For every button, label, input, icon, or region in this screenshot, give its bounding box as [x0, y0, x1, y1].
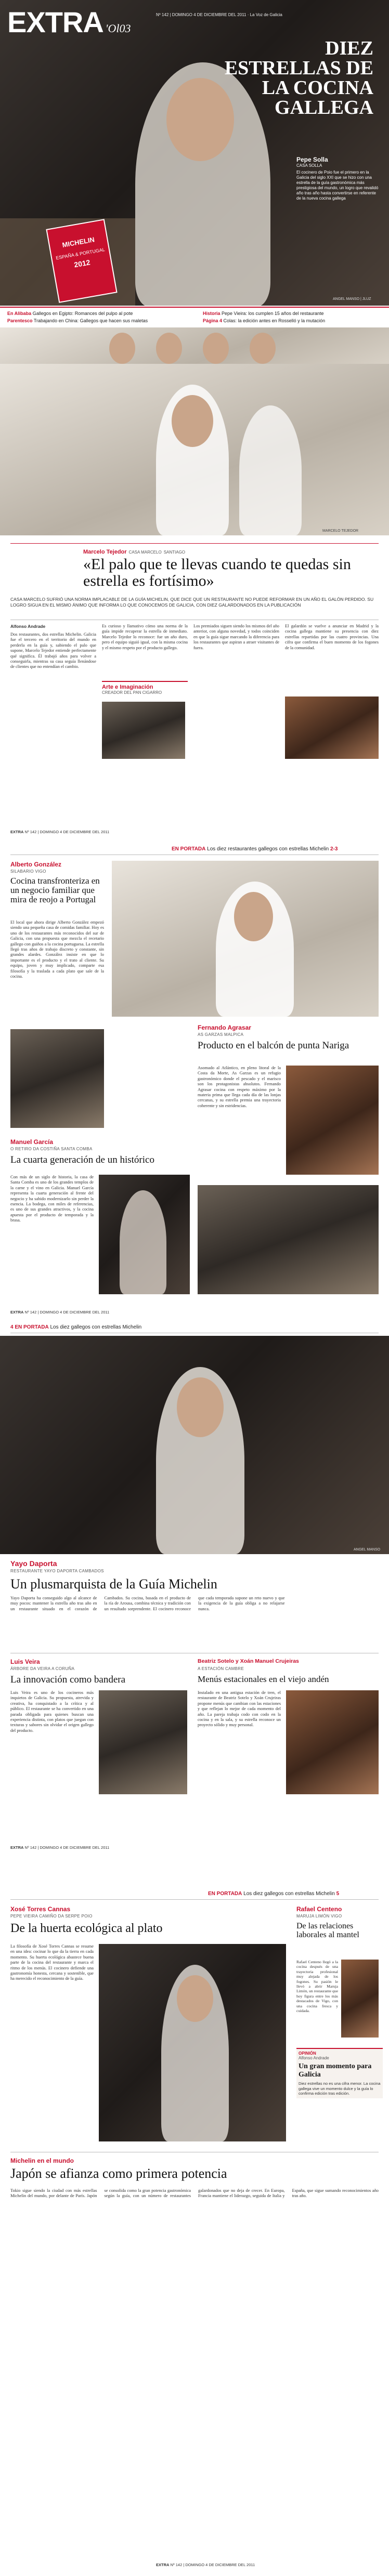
- centeno-place: MARUJA LIMÓN VIGO: [296, 1914, 342, 1918]
- sotelo-place: A ESTACIÓN CAMBRE: [198, 1666, 244, 1671]
- marcelo-deck: CASA MARCELO SUFRIÓ UNA NORMA IMPLACABLE DE LA GUÍA MICHELIN, QUE DICE QUE UN RESTAURANTE NO PUEDE REFORMAR EN UN AÑO EL GALÓN PERDIDO. SU LOGRO SIGUA EN EL MISMO ÁNIMO QUE INFORMA LO QUE CONOCEMOS DE GALICIA, CON DIEZ GALARDONADOS EN LA PUBLICACIÓN: [10, 597, 374, 608]
- centeno-photo: [341, 1960, 379, 2038]
- sotelo-headline: Menús estacionales en el viejo andén: [198, 1674, 329, 1684]
- veira-body: Luis Veira es uno de los cocineros más inquietos de Galicia. Su propuesta, atrevida y creativa, ha conquistado a la crítica y al público. El restaurante se ha convertido en una parada obligada para quienes buscan una experiencia distinta, con platos que juegan con texturas y sabores sin olvidar el origen gallego del producto.: [10, 1690, 94, 1733]
- body-col-3: Los premiados siguen siendo los mismos del año anterior, con alguna novedad, y todos coinciden en que la guía sigue marcando la diferencia para los restaurantes que aspiran a atraer visitantes de fuera.: [193, 624, 279, 650]
- cover-teasers-left: En Alibaba Gallegos en Egipto: Romances del pulpo al pote Parentesco Trabajando en China: Gallegos que hacen sus maletas: [7, 311, 148, 323]
- mid-body: Con más de un siglo de historia, la casa de Santa Comba es uno de los grandes templos de la carne y el vino en Galicia. Manuel García representa la cuarta generación al frente del negocio y ha sabido modernizarlo sin perder la esencia. La bodega, con miles de referencias, es uno de sus grandes atractivos, y la cocina apuesta por el producto de temporada y la brasa.: [10, 1175, 94, 1223]
- torres-headline: De la huerta ecológica al plato: [10, 1922, 163, 1935]
- mid-photo: [99, 1175, 190, 1294]
- page5-footer: EXTRA Nº 142 | DOMINGO 4 DE DICIEMBRE DEL 2011: [156, 2562, 255, 2567]
- right-photo: [286, 1066, 379, 1175]
- left-photo: [10, 1029, 104, 1128]
- daporta-place: RESTAURANTE YAYO DAPORTA CAMBADOS: [10, 1569, 104, 1573]
- left-chef-place: SILABARIO VIGO: [10, 869, 46, 874]
- page5-section-header: EN PORTADA Los diez gallegos con estrellas Michelin 5: [208, 1891, 340, 1897]
- veira-name: Luis Veira: [10, 1658, 40, 1665]
- page3-section-header: EN PORTADA Los diez restaurantes gallegos con estrellas Michelin 2-3: [172, 846, 338, 852]
- right-body: Asomado al Atlántico, en pleno litoral de la Costa da Morte, As Garzas es un refugio gastronómico donde el pescado y el marisco son los protagonistas absolutos. Fernando Agrasar cocina con respeto máximo por la materia prima que llega cada día de las lonjas cercanas, y su estrella premia una trayectoria coherente y sin estridencias.: [198, 1066, 281, 1108]
- centeno-name: Rafael Centeno: [296, 1905, 342, 1913]
- pan-cigarro-photo: [102, 702, 185, 759]
- centeno-body: Rafael Centeno llegó a la cocina después de una trayectoria profesional muy alejada de los fogones. Su pasión le llevó a abrir Maruja Limón, un restaurante que hoy figura entre los más destacados de Vigo, con una cocina fresca y cuidada.: [296, 1960, 338, 2014]
- cover-teasers-right: Historia Pepe Vieira: los cumplen 15 años del restaurante Página 4 Colas: la edición antes en Rosselló y la mutación: [203, 311, 326, 323]
- sotelo-name: Beatriz Sotelo y Xoán Manuel Crujeiras: [198, 1658, 299, 1664]
- page-daporta: 4 EN PORTADA Los diez gallegos con estrellas Michelin ANGEL MANSO Yayo Daporta RESTAURANTE YAYO DAPORTA CAMBADOS Un plusmarquista de la Guía Michelin Yayo Daporta ha conseguido algo al alcance de muy pocos: mantener la estrella año tras año en un restaurante situado en el corazón de Cambados. Su cocina, basada en el producto de la ría de Arousa, combina técnica y tradición con un resultado sorprendente. El cocinero reconoce que cada temporada supone un reto nuevo y que la exigencia de la guía obliga a no relajarse nunca. Luis Veira ÁRBORE DA VEIRA A CORUÑA La innovación como bandera Luis Veira es uno de los cocineros más inquietos de Galicia. Su propuesta, atrevida y creativa, ha conquistado a la crítica y al público. El restaurante se ha convertido en una parada obligada para quienes buscan una experiencia distinta, con platos que juegan con texturas y sabores sin olvidar el origen gallego del producto. Beatriz Sotelo y Xoán Manuel Crujeiras A ESTACIÓN CAMBRE Menús estacionales en el viejo andén Instalado en una antigua estación de tren, el restaurante de Beatriz Sotelo y Xoán Crujeiras propone menús que cambian con las estaciones y que reflejan lo mejor de cada momento del año. La pareja trabaja codo con codo en la cocina y en la sala, y su estrella reconoce un proyecto sólido y muy personal. EXTRA Nº 142 | DOMINGO 4 DE DICIEMBRE DEL 2011: [0, 1320, 389, 1866]
- cover-sidebar: Pepe Solla CASA SOLLA El cocinero de Poio fue el primero en la Galicia del siglo XXI que se hizo con una estrella de la guía gastronómica más prestigiosa del mundo, un logro que revalidó año tras año hasta convertirse en referente de la nueva cocina gallega: [296, 156, 379, 201]
- dish-photo: [285, 696, 379, 759]
- left-headline: Cocina transfronteriza en un negocio familiar que mira de reojo a Portugal: [10, 876, 100, 904]
- mid-headline: La cuarta generación de un histórico: [10, 1154, 154, 1165]
- world-body: Tokio sigue siendo la ciudad con más estrellas Michelin del mundo, por delante de París. Japón se consolida como la gran potencia gastronómica según la guía, con un número de restaurantes galardonados que no deja de crecer. En Europa, Francia mantiene el liderazgo, seguida de Italia y España, que sigue sumando reconocimientos año tras año.: [10, 2188, 379, 2199]
- marcelo-byline: Marcelo Tejedor CASA MARCELO SANTIAGO: [83, 549, 186, 555]
- mid-chef-name: Manuel García: [10, 1138, 54, 1146]
- torres-place: PEPE VIEIRA CAMIÑO DA SERPE POIO: [10, 1914, 93, 1918]
- right-headline: Producto en el balcón de punta Nariga: [198, 1040, 349, 1051]
- opinion-box: OPINIÓN Alfonso Andrade Un gran momento para Galicia Diez estrellas no es una cifra menor. La cocina gallega vive un momento dulce y la guía lo confirma edición tras edición.: [296, 2048, 383, 2098]
- cover-title: DIEZ ESTRELLAS DE LA COCINA GALLEGA: [224, 37, 373, 119]
- page3-top-photo: [112, 861, 379, 1017]
- body-col-2: Es curioso y llamativo cómo una norma de la guía impide recuperar la estrella de inmediato. Marcelo Tejedor lo reconoce: fue un año duro, pero el equipo siguió igual, con la misma cocina y el mismo respeto por el producto gallego.: [102, 624, 188, 650]
- mid-chef-place: O RETIRO DA COSTIÑA SANTA COMBA: [10, 1147, 93, 1151]
- left-body: El local que ahora dirige Alberto González empezó siendo una pequeña casa de comidas familiar. Hoy es uno de los restaurantes más reconocidos del sur de Galicia, con una propuesta que mezcla el recetario gallego con guiños a la cocina portuguesa. La estrella llegó tras años de trabajo discreto y constante, sin grandes alardes. González insiste en que lo importante es el producto y el trato al cliente. Su equipo, joven y muy implicado, comparte esa filosofía y la traslada a cada plato que sale de la cocina.: [10, 920, 104, 979]
- author-line: Alfonso Andrade: [10, 624, 46, 629]
- daporta-name: Yayo Daporta: [10, 1559, 57, 1568]
- world-headline: Japón se afianza como primera potencia: [10, 2166, 227, 2181]
- marcelo-headline: «El palo que te llevas cuando te quedas sin estrella es fortísimo»: [83, 556, 351, 589]
- masthead: [7, 5, 131, 39]
- body-col-1: Dos restaurantes, dos estrellas Michelin. Galicia fue el tercero en el territorio del mundo en perderla en la guía y, sabiendo el palo que supone, Marcelo Tejedor entiende perfectamente qué significa. Él trabajó años para volver a conseguirla, mientras su casa seguía llenándose de clientes que no entendían el cambio.: [10, 632, 96, 669]
- page-marcelo: MARCELO TEJEDOR Marcelo Tejedor CASA MARCELO SANTIAGO «El palo que te llevas cuando te quedas sin estrella es fortísimo» CASA MARCELO SUFRIÓ UNA NORMA IMPLACABLE DE LA GUÍA MICHELIN, QUE DICE QUE UN RESTAURANTE NO PUEDE REFORMAR EN UN AÑO EL GALÓN PERDIDO. SU LOGRO SIGUA EN EL MISMO ÁNIMO QUE INFORMA LO QUE CONOCEMOS DE GALICIA, CON DIEZ GALARDONADOS EN LA PUBLICACIÓN Alfonso Andrade Dos restaurantes, dos estrellas Michelin. Galicia fue el tercero en el territorio del mundo en perderla en la guía y, sabiendo el palo que supone, Marcelo Tejedor entiende perfectamente qué significa. Él trabajó años para volver a conseguirla, mientras su casa seguía llenándose de clientes que no entendían el cambio. Es curioso y llamativo cómo una norma de la guía impide recuperar la estrella de inmediato. Marcelo Tejedor lo reconoce: fue un año duro, pero el equipo siguió igual, con la misma cocina y el mismo respeto por el producto gallego. Los premiados siguen siendo los mismos del año anterior, con alguna novedad, y todos coinciden en que la guía sigue marcando la diferencia para los restaurantes que aspiran a atraer visitantes de fuera. El galardón se vuelve a anunciar en Madrid y la cocina gallega mantiene su presencia con diez estrellas repartidas por las cuatro provincias. Una cifra que confirma el buen momento de los fogones de la comunidad. Arte e Imaginación CREADOR DEL PAN CIGARRO EXTRA Nº 142 | DOMINGO 4 DE DICIEMBRE DEL 2011: [0, 364, 389, 842]
- torres-body: La filosofía de Xosé Torres Cannas se resume en una idea: cocinar lo que da la tierra en cada momento. Su huerta ecológica abastece buena parte de la cocina del restaurante y marca el ritmo de los menús. El cocinero defiende una gastronomía honesta, cercana y sostenible, que ha merecido el reconocimiento de la guía.: [10, 1944, 94, 1981]
- daporta-headline: Un plusmarquista de la Guía Michelin: [10, 1576, 217, 1592]
- torres-name: Xosé Torres Cannas: [10, 1905, 71, 1913]
- page4-section-header: 4 EN PORTADA Los diez gallegos con estrellas Michelin: [10, 1324, 142, 1330]
- body-col-4: El galardón se vuelve a anunciar en Madrid y la cocina gallega mantiene su presencia con diez estrellas repartidas por las cuatro provincias. Una cifra que confirma el buen momento de los fogones de la comunidad.: [285, 624, 379, 650]
- masthead-sub: 'Ol03: [105, 22, 131, 35]
- right-chef-name: Fernando Agrasar: [198, 1024, 251, 1031]
- page4-footer: EXTRA Nº 142 | DOMINGO 4 DE DICIEMBRE DEL 2011: [10, 1845, 110, 1850]
- veira-photo: [99, 1690, 187, 1794]
- masthead-brand: EXTRA: [7, 6, 103, 38]
- page3-footer: EXTRA Nº 142 | DOMINGO 4 DE DICIEMBRE DEL 2011: [10, 1310, 110, 1315]
- veira-headline: La innovación como bandera: [10, 1674, 126, 1685]
- right-chef-place: AS GARZAS MALPICA: [198, 1032, 244, 1037]
- page-torres-centeno: [0, 1887, 389, 2576]
- world-kicker: Michelin en el mundo: [10, 2157, 74, 2164]
- daporta-photo: [0, 1336, 389, 1554]
- torres-photo: [99, 1944, 286, 2141]
- left-chef-name: Alberto González: [10, 861, 62, 868]
- marcelo-photo: [0, 364, 389, 535]
- michelin-guide-badge: MICHELIN ESPAÑA & PORTUGAL 2012: [46, 219, 117, 303]
- pull-quote-box: Arte e Imaginación CREADOR DEL PAN CIGARRO: [102, 681, 188, 695]
- sotelo-photo: [286, 1690, 379, 1794]
- centeno-headline: De las relaciones laborales al mantel: [296, 1922, 359, 1939]
- daporta-body: Yayo Daporta ha conseguido algo al alcance de muy pocos: mantener la estrella año tras año en un restaurante situado en el corazón de Cambados. Su cocina, basada en el producto de la ría de Arousa, combina técnica y tradición con un resultado sorprendente. El cocinero reconoce que cada temporada supone un reto nuevo y que la exigencia de la guía obliga a no relajarse nunca.: [10, 1596, 285, 1611]
- cover-page: EXTRA 'Ol03 Nº 142 | DOMINGO 4 DE DICIEMBRE DEL 2011 · La Voz de Galicia DIEZ ESTRELLAS DE LA COCINA GALLEGA MICHELIN ESPAÑA & PORTUGAL 2012 Pepe Solla CASA SOLLA El cocinero de Poio fue el primero en la Galicia del siglo XXI que se hizo con una estrella de la guía gastronómica más prestigiosa del mundo, un logro que revalidó año tras año hasta convertirse en referente de la nueva cocina gallega ANGEL MANSO | JLUZ En Alibaba Gallegos en Egipto: Romances del pulpo al pote Parentesco Trabajando en China: Gallegos que hacen sus maletas Historia Pepe Vieira: los cumplen 15 años del restaurante Página 4 Colas: la edición antes en Rosselló y la mutación: [0, 0, 389, 364]
- right-photo-2: [198, 1185, 379, 1294]
- sotelo-body: Instalado en una antigua estación de tren, el restaurante de Beatriz Sotelo y Xoán Crujeiras propone menús que cambian con las estaciones y que reflejan lo mejor de cada momento del año. La pareja trabaja codo con codo en la cocina y en la sala, y su estrella reconoce un proyecto sólido y muy personal.: [198, 1690, 281, 1728]
- veira-place: ÁRBORE DA VEIRA A CORUÑA: [10, 1666, 75, 1671]
- cover-lower-photo: [0, 327, 389, 364]
- masthead-issue: Nº 142 | DOMINGO 4 DE DICIEMBRE DEL 2011 · La Voz de Galicia: [156, 12, 282, 17]
- page2-footer: EXTRA Nº 142 | DOMINGO 4 DE DICIEMBRE DEL 2011: [10, 830, 110, 834]
